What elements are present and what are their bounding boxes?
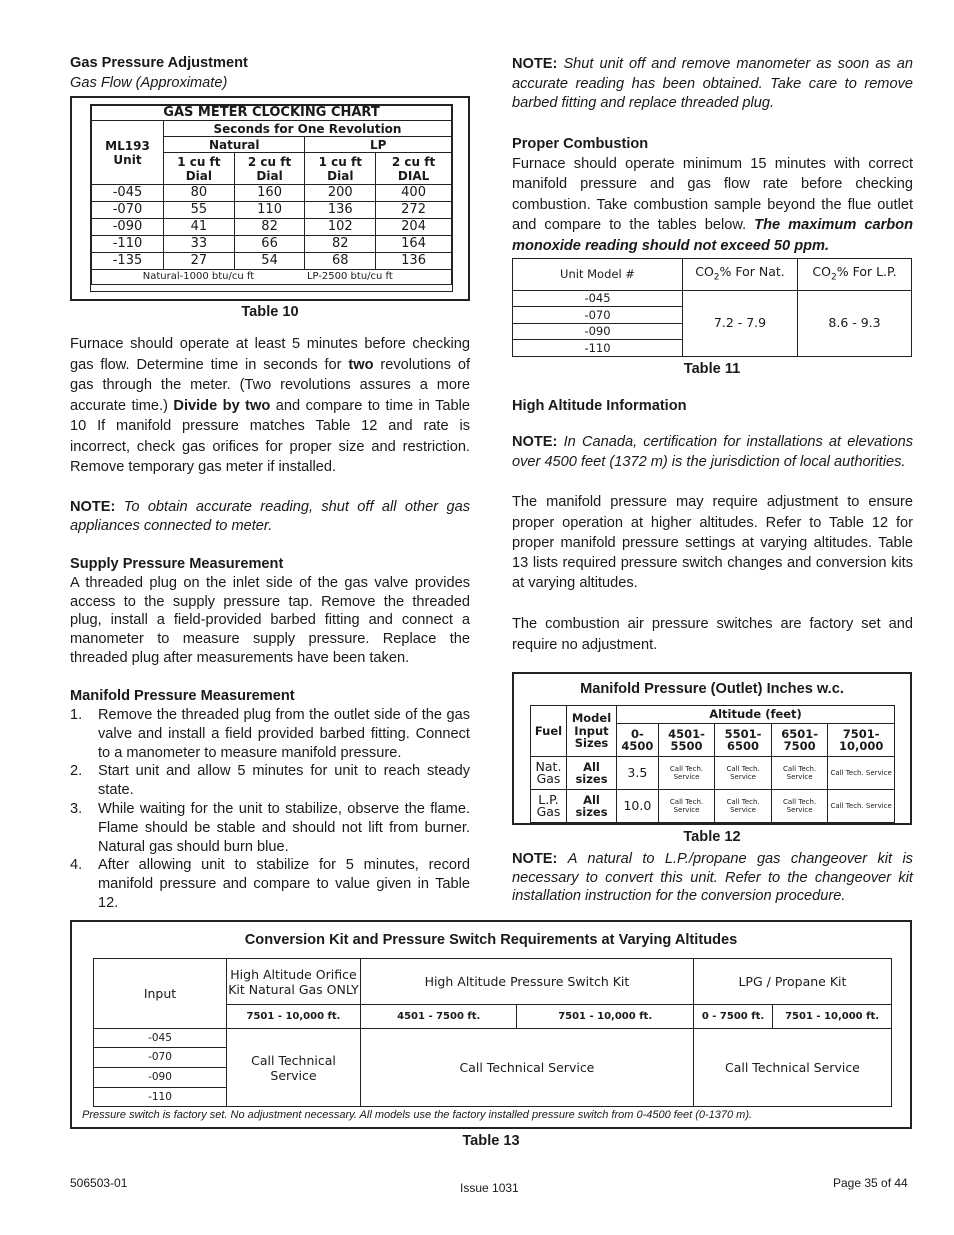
footer-doc-number: 506503-01: [70, 1176, 128, 1190]
table-13-lpg-call: Call Technical Service: [693, 1029, 891, 1107]
list-item: [70, 706, 470, 762]
left-body: [70, 334, 470, 913]
note-label: NOTE:: [512, 434, 558, 451]
combustion-paragraph: [512, 154, 913, 257]
table-cell: 54: [234, 253, 305, 270]
table-10-footer-lp: LP-2500 btu/cu ft: [305, 270, 452, 285]
text-span-bold: Divide by two: [173, 397, 271, 414]
text-span: gas flow. Determine time in seconds for: [70, 356, 349, 373]
note-meter-paragraph: [70, 498, 470, 537]
table-cell: -110: [513, 340, 683, 357]
table-row: [92, 202, 452, 219]
note-text: To obtain accurate reading, shut off all other gas appliances connected to meter.: [70, 498, 470, 534]
subscript: 2: [713, 272, 720, 282]
table-row: [92, 236, 452, 253]
table-cell: Call Tech. Service: [828, 790, 895, 823]
footer-issue: Issue 1031: [460, 1181, 519, 1195]
table-13-input-header: Input: [94, 959, 227, 1029]
table-12-title: Manifold Pressure (Outlet) Inches w.c.: [580, 681, 844, 697]
text-span: Furnace should operate at least 5 minutes before checking: [70, 336, 470, 352]
table-13-orifice-range: 7501 - 10,000 ft.: [227, 1005, 361, 1029]
note-text: Shut unit off and remove manometer as soon as an accurate reading has been obtained. Take care to remove barbed fitting and replace threaded plug.: [512, 56, 913, 111]
table-cell: 80: [164, 185, 235, 202]
table-cell: All sizes: [567, 757, 617, 790]
note-canada-paragraph: [512, 433, 913, 472]
table-11-nat-header: [683, 259, 798, 291]
heading-gas-pressure-adjustment: Gas Pressure Adjustment: [70, 55, 248, 71]
table-cell: -070: [92, 202, 164, 219]
table-13-switch-call: Call Technical Service: [361, 1029, 694, 1107]
table-12-altitude-header: Altitude (feet): [617, 706, 895, 724]
note-text: A natural to L.P./propane gas changeover kit is necessary to convert this unit. Refer to the changeover kit installation instruction for the conversion procedure.: [512, 851, 913, 904]
right-column-note: [512, 850, 913, 906]
note-text: In Canada, certification for installations at elevations over 4500 feet (1372 m) is the jurisdiction of local authorities.: [512, 434, 913, 470]
table-cell: 160: [234, 185, 305, 202]
table-cell: 55: [164, 202, 235, 219]
table-cell: -135: [92, 253, 164, 270]
table-cell: -045: [513, 291, 683, 307]
table-11-co2: [512, 258, 912, 357]
table-cell: 27: [164, 253, 235, 270]
manifold-steps-list: [70, 706, 470, 913]
table-11-lp-header: [798, 259, 912, 291]
table-10-gas-meter-clocking-chart: [70, 96, 470, 301]
text-span-bold: two: [348, 356, 374, 373]
table-10-natural-header: Natural: [164, 137, 305, 153]
table-11-unit-header: Unit Model #: [513, 259, 683, 291]
list-number: 2.: [70, 763, 83, 780]
left-column: [70, 53, 470, 94]
table-cell: Call Tech. Service: [828, 757, 895, 790]
heading-high-altitude: High Altitude Information: [512, 398, 687, 414]
table-13-switch-range: 7501 - 10,000 ft.: [517, 1005, 693, 1029]
table-row: [92, 219, 452, 236]
note-manometer-paragraph: [512, 55, 913, 114]
list-item: [70, 800, 470, 856]
table-row: [92, 253, 452, 270]
table-cell: 68: [305, 253, 376, 270]
table-cell: 66: [234, 236, 305, 253]
table-row: [531, 757, 895, 790]
text-span: % For L.P.: [836, 263, 897, 279]
table-cell: All sizes: [567, 790, 617, 823]
table-cell: Call Tech. Service: [658, 790, 715, 823]
table-cell: Call Tech. Service: [771, 757, 828, 790]
list-number: 1.: [70, 707, 83, 724]
table-10-seconds-header: Seconds for One Revolution: [164, 121, 452, 137]
table-13-conversion-kit: [70, 920, 912, 1129]
table-cell: 136: [305, 202, 376, 219]
note-changeover-paragraph: [512, 850, 913, 906]
note-label: NOTE:: [70, 498, 116, 515]
table-cell: 400: [376, 185, 452, 202]
table-cell: -070: [513, 307, 683, 324]
table-cell: 272: [376, 202, 452, 219]
heading-supply-pressure: Supply Pressure Measurement: [70, 555, 284, 572]
list-text: While waiting for the unit to stabilize, observe the flame. Flame should be stable and should not lift from burner. Natural gas should burn blue.: [98, 801, 470, 855]
table-10-unit-header: ML193 Unit: [92, 121, 164, 185]
table-cell: -045: [92, 185, 164, 202]
table-cell: Call Tech. Service: [658, 757, 715, 790]
heading-manifold-pressure: Manifold Pressure Measurement: [70, 687, 295, 704]
table-cell: Nat. Gas: [531, 757, 567, 790]
table-cell: 3.5: [617, 757, 659, 790]
table-cell: 164: [376, 236, 452, 253]
table-cell: -110: [94, 1088, 227, 1107]
text-span: % For Nat.: [719, 263, 785, 279]
table-cell: 102: [305, 219, 376, 236]
table-13-lpg-header: LPG / Propane Kit: [693, 959, 891, 1005]
text-span: Furnace should operate minimum 15 minutes with correct manifold pressure and gas flow rate before checking combustion. Take combustion sample beyond the flue outlet and compare to the tables below.: [512, 155, 913, 234]
pressure-switch-paragraph: The combustion air pressure switches are factory set and require no adjustment.: [512, 615, 913, 653]
manifold-altitude-paragraph: The manifold pressure may require adjustment to ensure proper operation at higher altitudes. Refer to Table 12 for proper manifold pressure settings at varying altitudes. Table 13 lists required pressure switch changes and conversion kits at varying altitudes.: [512, 494, 913, 592]
table-12-caption: Table 12: [683, 829, 741, 845]
table-10-caption: Table 10: [241, 304, 299, 320]
table-10-dial-header: 1 cu ft Dial: [164, 153, 235, 185]
list-number: 4.: [70, 857, 83, 874]
text-span: revolutions of gas through the meter. (Two revolutions assures a more accurate time.): [70, 356, 470, 414]
table-cell: -070: [94, 1048, 227, 1068]
gas-flow-paragraph: [70, 334, 470, 478]
table-row: [531, 790, 895, 823]
table-10-dial-header: 1 cu ft Dial: [305, 153, 376, 185]
table-cell: -090: [513, 324, 683, 340]
table-13-orifice-header: High Altitude Orifice Kit Natural Gas ONLY: [227, 959, 361, 1005]
table-cell: -090: [92, 219, 164, 236]
table-cell: 82: [305, 236, 376, 253]
table-row: [92, 185, 452, 202]
table-12-altitude-range: 6501- 7500: [771, 724, 828, 757]
table-cell: Call Tech. Service: [715, 757, 772, 790]
table-13-lpg-range: 0 - 7500 ft.: [693, 1005, 772, 1029]
table-cell: L.P. Gas: [531, 790, 567, 823]
list-number: 3.: [70, 801, 83, 818]
table-10-lp-header: LP: [305, 137, 452, 153]
table-cell: -090: [94, 1068, 227, 1088]
heading-proper-combustion: Proper Combustion: [512, 135, 649, 152]
supply-pressure-paragraph: A threaded plug on the inlet side of the gas valve provides access to the supply pressure tap. Remove the threaded plug, install a field-provided barbed fitting and connect a manometer to measure supply pressure. Replace the threaded plug after measurements have been taken.: [70, 574, 470, 666]
table-12-altitude-range: 4501- 5500: [658, 724, 715, 757]
list-item: [70, 762, 470, 800]
table-cell: 204: [376, 219, 452, 236]
text-span-bold-italic: The maximum carbon monoxide reading should not exceed 50 ppm.: [512, 217, 913, 254]
text-span: CO: [695, 263, 714, 279]
table-cell: 33: [164, 236, 235, 253]
table-10-dial-header: 2 cu ft DIAL: [376, 153, 452, 185]
table-cell: 136: [376, 253, 452, 270]
table-cell: 110: [234, 202, 305, 219]
table-cell: 10.0: [617, 790, 659, 823]
note-label: NOTE:: [512, 56, 558, 72]
table-10-title: GAS METER CLOCKING CHART: [92, 106, 452, 121]
table-13-lpg-range: 7501 - 10,000 ft.: [773, 1005, 892, 1029]
list-text: Start unit and allow 5 minutes for unit to reach steady state.: [98, 763, 470, 799]
footer-page-number: Page 35 of 44: [833, 1176, 908, 1190]
table-cell: -045: [94, 1029, 227, 1048]
table-cell: Call Tech. Service: [771, 790, 828, 823]
table-12-altitude-range: 5501- 6500: [715, 724, 772, 757]
table-13-note: Pressure switch is factory set. No adjustment necessary. All models use the factory installed pressure switch from 0-4500 feet (0-1370 m).: [82, 1109, 753, 1121]
table-cell: 82: [234, 219, 305, 236]
table-11-nat-value: 7.2 - 7.9: [683, 291, 798, 357]
right-column: [512, 55, 913, 256]
list-text: Remove the threaded plug from the outlet side of the gas valve and install a field provided barbed fitting. Connect to a manometer to measure manifold pressure.: [98, 707, 470, 761]
table-13-switch-header: High Altitude Pressure Switch Kit: [361, 959, 694, 1005]
table-10-dial-header: 2 cu ft Dial: [234, 153, 305, 185]
table-13-title: Conversion Kit and Pressure Switch Requirements at Varying Altitudes: [244, 932, 738, 948]
right-column-lower: [512, 396, 913, 655]
subscript: 2: [830, 272, 837, 282]
table-13-caption: Table 13: [462, 1133, 520, 1149]
subheading-gas-flow: Gas Flow (Approximate): [70, 75, 228, 92]
table-cell: Call Tech. Service: [715, 790, 772, 823]
table-cell: 200: [305, 185, 376, 202]
table-12-altitude-range: 0- 4500: [617, 724, 659, 757]
table-12-manifold-pressure: [512, 672, 912, 825]
table-10-footer-natural: Natural-1000 btu/cu ft: [92, 270, 305, 285]
text-span: and compare to time in Table 10 If manifold pressure matches Table 12 and rate is incorrect, check gas orifices for proper size and restriction. Remove temporary gas meter if installed.: [70, 397, 470, 475]
table-12-fuel-header: Fuel: [531, 706, 567, 757]
table-12-altitude-range: 7501- 10,000: [828, 724, 895, 757]
table-12-model-header: Model Input Sizes: [567, 706, 617, 757]
note-label: NOTE:: [512, 851, 558, 867]
table-13-orifice-call: Call Technical Service: [227, 1029, 361, 1107]
table-13-switch-range: 4501 - 7500 ft.: [361, 1005, 517, 1029]
table-cell: 41: [164, 219, 235, 236]
list-text: After allowing unit to stabilize for 5 minutes, record manifold pressure and compare to value given in Table 12.: [98, 857, 470, 912]
table-cell: -110: [92, 236, 164, 253]
list-item: [70, 856, 470, 912]
table-11-lp-value: 8.6 - 9.3: [798, 291, 912, 357]
table-11-caption: Table 11: [683, 361, 741, 377]
text-span: CO: [812, 263, 831, 279]
